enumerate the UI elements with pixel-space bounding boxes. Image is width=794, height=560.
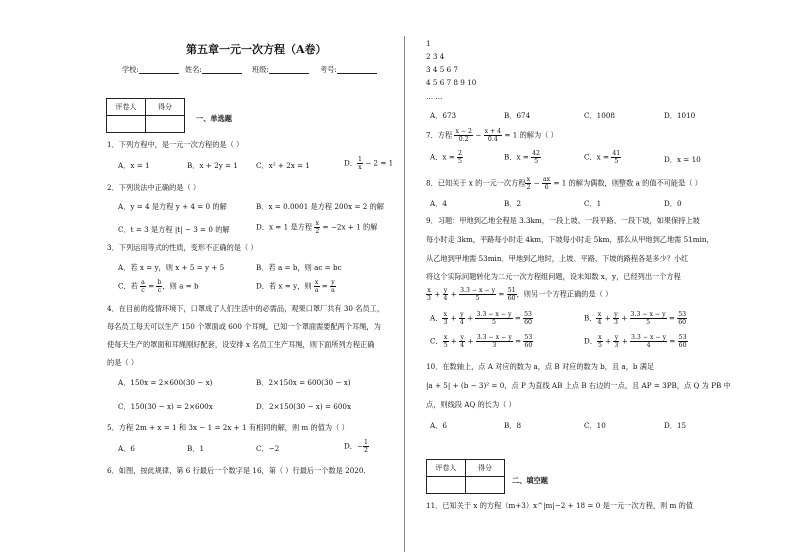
question-9-line-3: 从乙地到甲地需 53min．甲地到乙地时，上坡、平路、下坡的路程各是多少？小红 bbox=[426, 254, 689, 263]
q6-option-b: B．674 bbox=[504, 111, 531, 120]
q2-option-a: A．y = 4 是方程 y + 4 = 0 的解 bbox=[118, 202, 227, 211]
question-9-line-1: 9．习题：甲地到乙地全程是 3.3km，一段上坡、一段平路、一段下坡，如果保持上坡 bbox=[426, 216, 700, 225]
q7-option-c: C．x = $\frac{41}{5}$ bbox=[584, 150, 621, 165]
q1-option-c: C．x² + 2x = 1 bbox=[256, 161, 311, 170]
question-4-line-3: 使每天生产的罩面和耳绳刚好配套，设安排 x 名员工生产耳绳，则下面所列方程正确 bbox=[107, 340, 375, 349]
question-9-line-4: 将这个实际问题转化为二元一次方程组问题，设未知数 x，y，已经列出一个方程 bbox=[426, 272, 681, 281]
question-10-line-3: 点，则线段 AQ 的长为（ ） bbox=[426, 400, 516, 409]
q5-option-d: D．− $\frac{1}{2}$ bbox=[344, 439, 368, 454]
q9-option-b: B． $\frac{x}{4}$ + $\frac{y}{3}$ + $\frac{3.3 - x - y}{5}$ = $\frac{53}{60}$ bbox=[584, 311, 687, 326]
q4-option-d: D．2×150(30 − x) = 600x bbox=[256, 402, 352, 411]
score-table-score: 得分 bbox=[466, 460, 505, 477]
pattern-row-1: 1 bbox=[426, 39, 431, 48]
score-cell-empty bbox=[427, 477, 466, 494]
question-11-stem: 11．已知关于 x 的方程（m+3）x^|m|−2 + 18 = 0 是一元一次方程，则 m 的值 bbox=[426, 501, 694, 510]
score-table-reviewer: 评卷人 bbox=[427, 460, 466, 477]
page-title: 第五章一元一次方程（A卷） bbox=[186, 43, 327, 56]
q2-option-c: C．t = 3 是方程 |t| − 3 = 0 的解 bbox=[118, 225, 230, 234]
q2-option-b: B．x = 0.0001 是方程 200x = 2 的解 bbox=[256, 202, 384, 211]
score-cell-empty bbox=[146, 116, 185, 133]
q5-option-b: B．1 bbox=[187, 444, 205, 453]
q7-option-b: B．x = $\frac{42}{5}$ bbox=[504, 150, 540, 165]
score-table-score: 得分 bbox=[146, 99, 185, 116]
question-4-line-1: 4．在目前的疫情环境下，口罩成了人们生活中的必需品，观果口罩厂共有 30 名员工， bbox=[107, 304, 385, 313]
question-10-line-1: 10．在数轴上，点 A 对应的数为 a，点 B 对应的数为 b，且 a，b 满足 bbox=[426, 362, 655, 371]
section-heading-single-choice: 一、单选题 bbox=[196, 114, 232, 123]
name-label: 姓名: bbox=[185, 65, 242, 74]
pattern-row-2: 2 3 4 bbox=[426, 52, 445, 61]
q3-option-d: D．若 x = y，则 $\frac{x}{a}$ = $\frac{y}{a}$ bbox=[256, 279, 335, 294]
examno-label: 考号: bbox=[320, 65, 377, 74]
question-7-stem: 7．方程 $\frac{x - 2}{0.2}$ − $\frac{x + 4}{0.4}$ = 1 的解为（ ） bbox=[426, 128, 558, 143]
q6-option-c: C．1008 bbox=[584, 111, 615, 120]
q4-option-b: B．2×150x = 600(30 − x) bbox=[256, 378, 351, 387]
pattern-row-ellipsis: …… bbox=[426, 92, 445, 101]
question-4-line-2: 每名员工每天可以生产 150 个罩面或 600 个耳绳，已知一个罩面需要配两个耳绳，为 bbox=[107, 322, 381, 331]
q9-option-c: C． $\frac{x}{5}$ + $\frac{y}{4}$ + $\frac{3.3 - x - y}{3}$ = $\frac{53}{60}$ bbox=[430, 334, 533, 349]
q4-option-c: C．150(30 − x) = 2×600x bbox=[118, 402, 213, 411]
q5-option-c: C．−2 bbox=[256, 444, 280, 453]
question-5-stem: 5．方程 2m + x = 1 和 3x − 1 = 2x + 1 有相同的解，则 m 的值为（ ） bbox=[107, 423, 349, 432]
pattern-row-4: 4 5 6 7 8 9 10 bbox=[426, 78, 477, 87]
q7-option-d: D．x = 10 bbox=[664, 155, 701, 164]
question-4-line-4: 的是（ ） bbox=[107, 358, 139, 367]
q6-option-a: A．673 bbox=[430, 111, 457, 120]
score-table-1 bbox=[106, 98, 185, 133]
section-heading-fill-blank: 二、填空题 bbox=[512, 476, 548, 485]
q5-option-a: A．6 bbox=[118, 444, 135, 453]
question-9-given-equation: $\frac{x}{3}$ + $\frac{y}{4}$ + $\frac{3.3 - x - y}{5}$ = $\frac{51}{60}$ ，则另一个方程正确的是（ ） bbox=[427, 287, 613, 302]
class-label: 班级: bbox=[252, 65, 309, 74]
q6-option-d: D．1010 bbox=[664, 111, 696, 120]
score-cell-empty bbox=[466, 477, 505, 494]
q4-option-a: A．150x = 2×600(30 − x) bbox=[118, 378, 213, 387]
question-6-stem: 6．如图，按此规律，第 6 行最后一个数字是 16，第（ ）行最后一个数是 2020. bbox=[107, 466, 366, 475]
q3-option-a: A．若 x = y，则 x + 5 = y + 5 bbox=[118, 263, 225, 272]
q2-option-d: D．x = 1 是方程 $\frac{x}{2}$ = −2x + 1 的解 bbox=[256, 220, 378, 235]
pattern-row-3: 3 4 5 6 7 bbox=[426, 65, 459, 74]
q10-option-b: B．8 bbox=[504, 421, 522, 430]
q10-option-a: A．6 bbox=[430, 421, 447, 430]
q8-option-a: A．4 bbox=[430, 199, 447, 208]
score-table-2 bbox=[426, 459, 505, 494]
q1-option-d: D． $\frac{1}{x}$ − 2 = 1 bbox=[344, 156, 394, 171]
q8-option-d: D．0 bbox=[664, 199, 682, 208]
question-10-line-2: |a + 5| + (b − 3)² = 0，点 P 为直线 AB 上点 B 右边的一点，且 AP = 3PB，点 Q 为 PB 中 bbox=[426, 381, 731, 390]
score-cell-empty bbox=[107, 116, 146, 133]
school-label: 学校: bbox=[122, 65, 179, 74]
question-9-line-2: 每小时走 3km，平路每小时走 4km，下坡每小时走 5km，那么从甲地到乙地需 51min， bbox=[426, 235, 714, 244]
question-3-stem: 3．下列运用等式的性质，变形不正确的是（ ） bbox=[107, 243, 258, 252]
q7-option-a: A．x = $\frac{2}{5}$ bbox=[430, 150, 462, 165]
q9-option-d: D． $\frac{x}{5}$ + $\frac{y}{3}$ + $\frac{3.3 - x - y}{4}$ = $\frac{53}{60}$ bbox=[584, 334, 687, 349]
q1-option-b: B．x + 2y = 1 bbox=[187, 161, 238, 170]
q1-option-a: A．x = 1 bbox=[118, 161, 150, 170]
q10-option-d: D．15 bbox=[664, 421, 687, 430]
q8-option-c: C．1 bbox=[584, 199, 602, 208]
right-column bbox=[404, 0, 794, 560]
q3-option-c: C．若 $\frac{a}{c}$ = $\frac{b}{c}$ ，则 a = b bbox=[118, 279, 199, 294]
question-8-stem: 8．已知关于 x 的一元一次方程 $\frac{x}{2}$ − $\frac{ax}{6}$ = 1 的解为偶数，则整数 a 的值不可能是（ ） bbox=[426, 176, 702, 191]
question-2-stem: 2．下列说法中正确的是（ ） bbox=[107, 183, 201, 192]
q9-option-a: A． $\frac{x}{3}$ + $\frac{y}{4}$ + $\frac{3.3 - x - y}{5}$ = $\frac{53}{60}$ bbox=[430, 311, 532, 326]
q3-option-b: B．若 a = b，则 ac = bc bbox=[256, 263, 342, 272]
q10-option-c: C．10 bbox=[584, 421, 606, 430]
question-1-stem: 1．下列方程中，是一元一次方程的是（ ） bbox=[107, 140, 244, 149]
q8-option-b: B．2 bbox=[504, 199, 522, 208]
score-table-reviewer: 评卷人 bbox=[107, 99, 146, 116]
